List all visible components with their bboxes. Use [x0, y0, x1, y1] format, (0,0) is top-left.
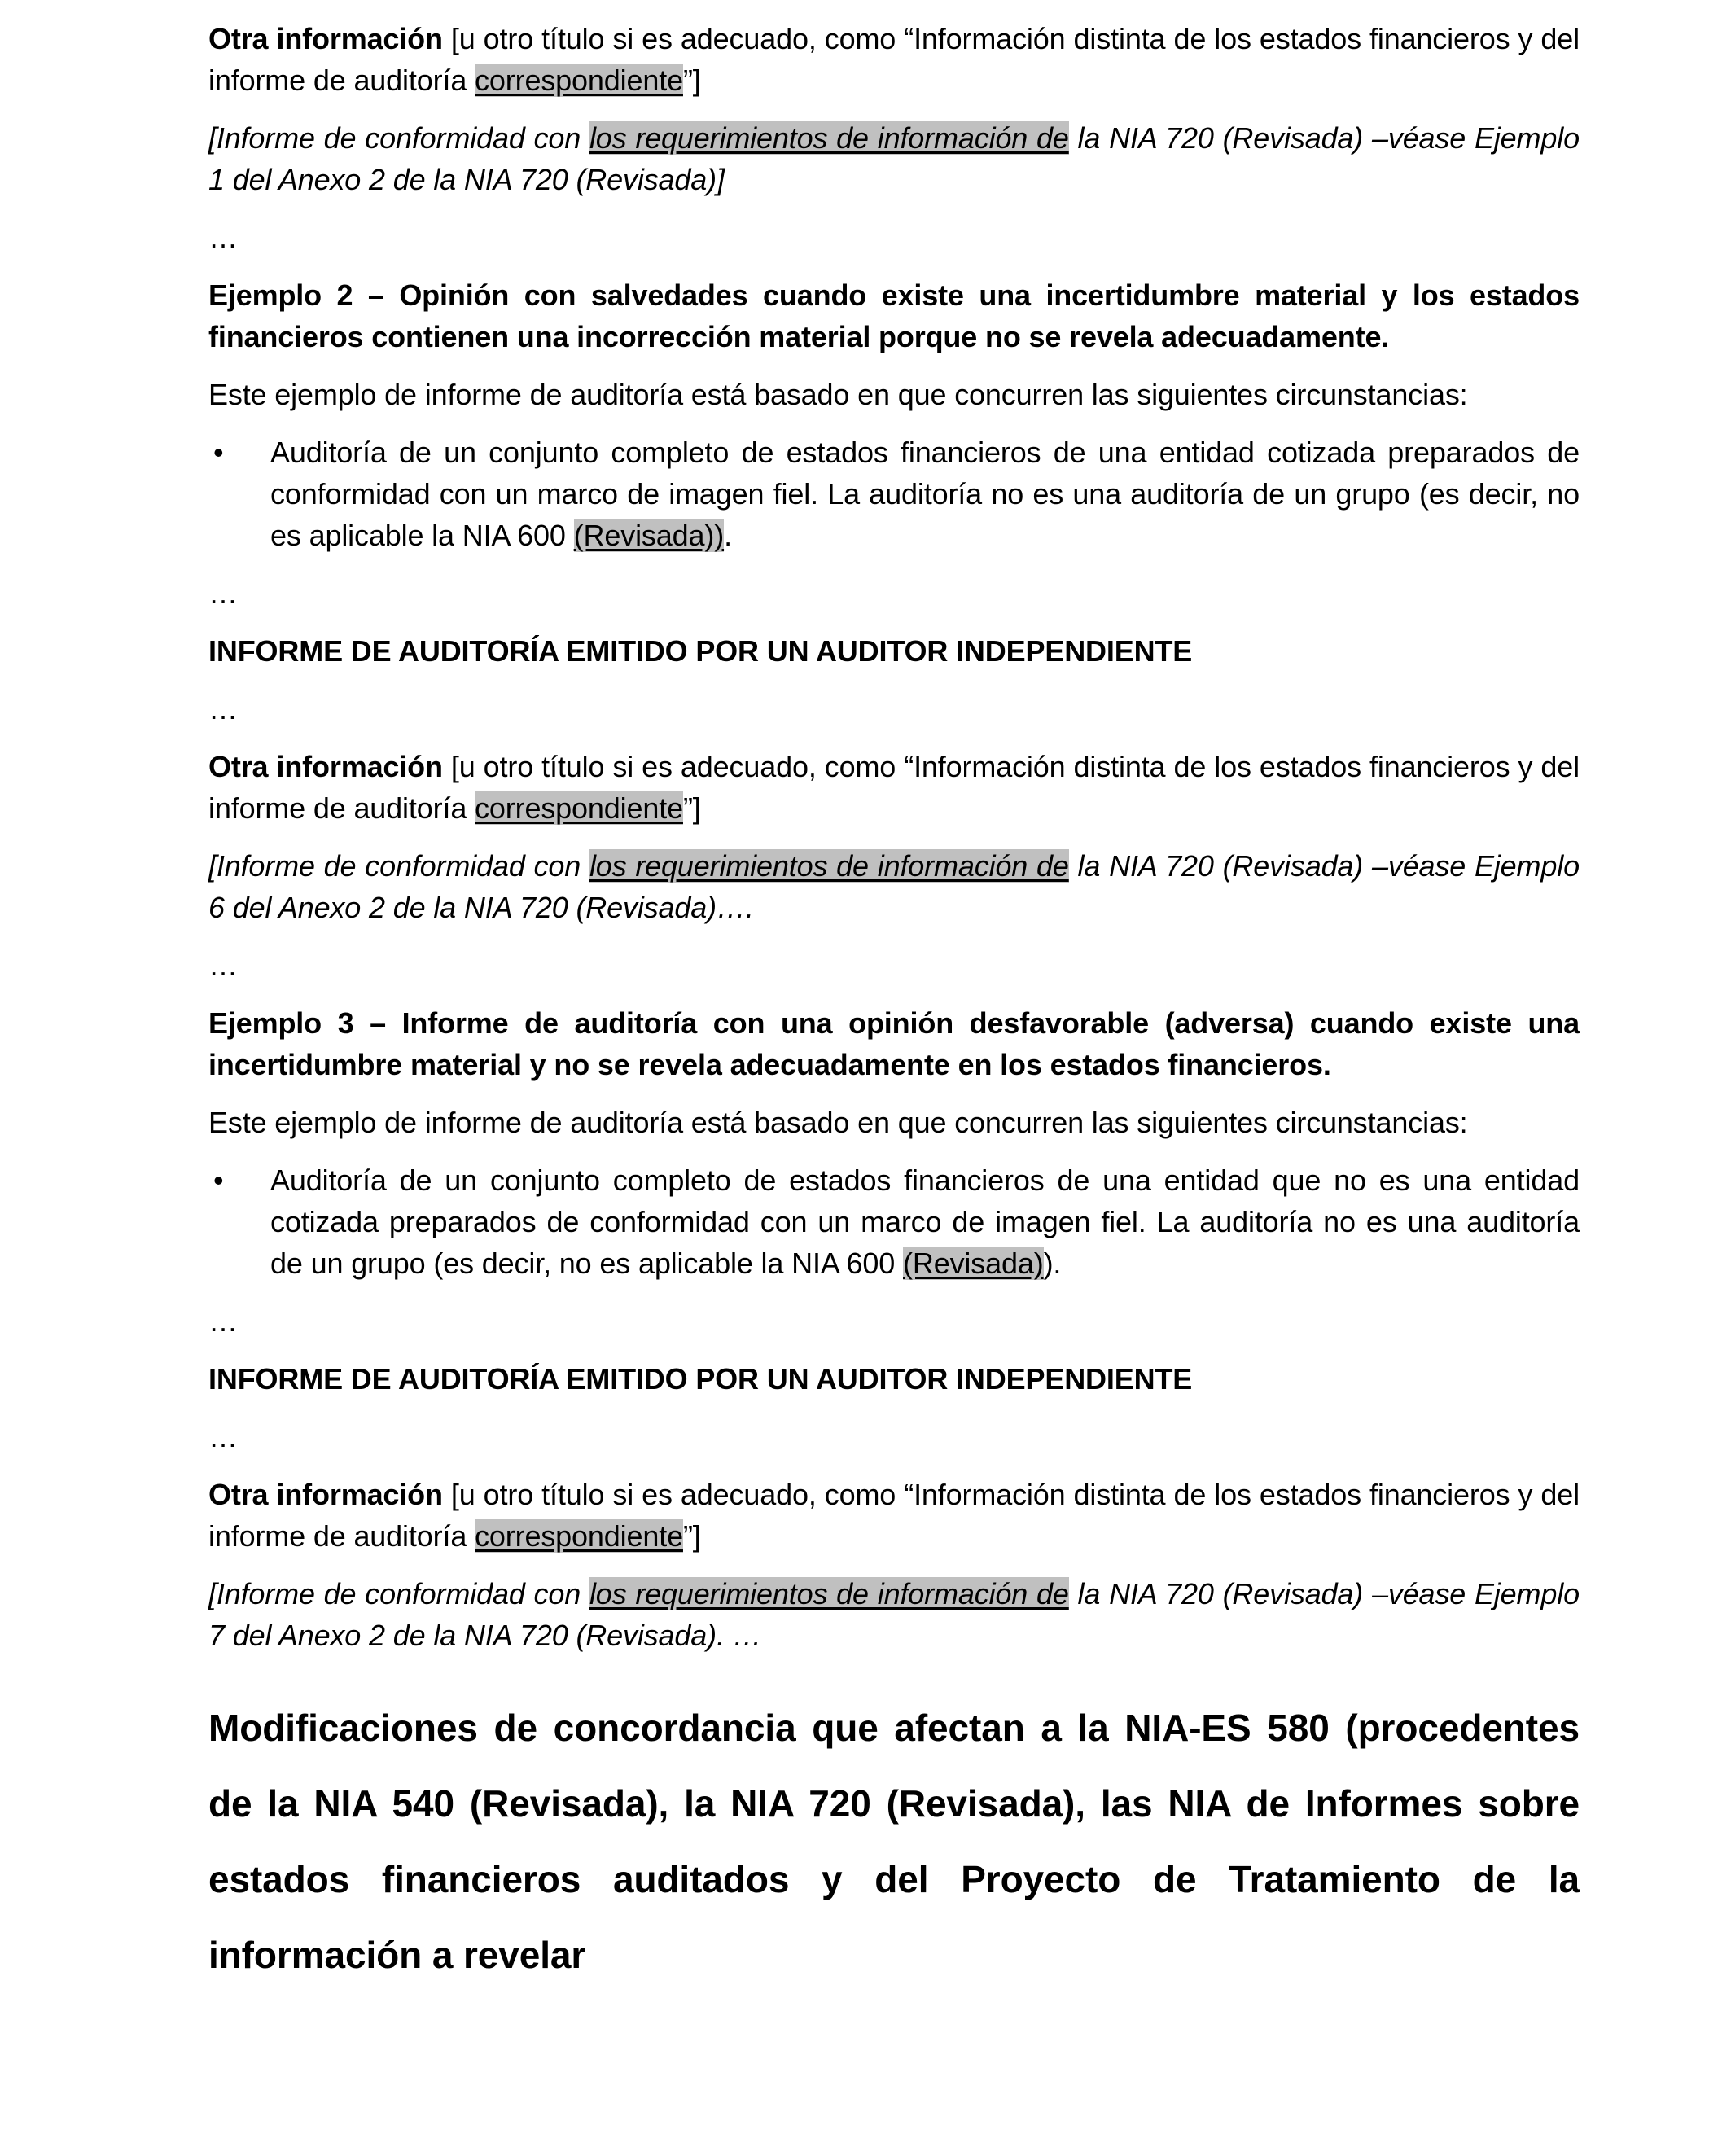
highlighted-text: correspondiente — [475, 1519, 683, 1553]
other-info-label: Otra información — [208, 1478, 443, 1511]
bullet-item-2 — [208, 1159, 1580, 1284]
bullet-item-1 — [208, 432, 1580, 556]
ellipsis: … — [208, 692, 238, 725]
bullet-text-end: . — [724, 519, 732, 552]
ellipsis: … — [208, 221, 238, 254]
other-info-label: Otra información — [208, 22, 443, 55]
highlighted-text: correspondiente — [475, 791, 683, 825]
independent-auditor-report-heading-1: INFORME DE AUDITORÍA EMITIDO POR UN AUDITOR INDEPENDIENTE — [208, 634, 1193, 668]
ellipsis: … — [208, 1304, 238, 1338]
conformity-note-1 — [208, 117, 1580, 200]
highlighted-text: los requerimientos de información de — [589, 1577, 1069, 1610]
conformity-text: [Informe de conformidad con — [208, 121, 589, 155]
conformity-reference: la NIA 720 (Revisada) –véase Ejemplo 7 del Anexo 2 de la NIA 720 (Revisada). … — [208, 1577, 1580, 1652]
other-info-closing: ”] — [682, 791, 701, 825]
other-info-paragraph-2 — [208, 746, 1580, 829]
highlighted-text: (Revisada) — [903, 1247, 1044, 1280]
conformity-text: [Informe de conformidad con — [208, 849, 589, 883]
conformity-reference: la NIA 720 (Revisada) –véase Ejemplo 1 del Anexo 2 de la NIA 720 (Revisada)] — [208, 121, 1580, 196]
ellipsis: … — [208, 949, 238, 982]
highlighted-text: los requerimientos de información de — [589, 121, 1069, 155]
ellipsis: … — [208, 576, 238, 610]
independent-auditor-report-heading-2: INFORME DE AUDITORÍA EMITIDO POR UN AUDITOR INDEPENDIENTE — [208, 1362, 1193, 1396]
example-3-heading: Ejemplo 3 – Informe de auditoría con una opinión desfavorable (adversa) cuando existe una incertidumbre material y no se revela adecuadamente en los estados financieros. — [208, 1006, 1580, 1081]
bullet-icon: • — [213, 1163, 224, 1197]
circumstances-intro-2: Este ejemplo de informe de auditoría está basado en que concurren las siguientes circunstancias: — [208, 1106, 1468, 1139]
ellipsis: … — [208, 1420, 238, 1453]
other-info-text: [u otro título si es adecuado, como “Información distinta de los estados financieros y del informe de auditoría — [208, 1478, 1580, 1553]
other-info-paragraph-1 — [208, 18, 1580, 101]
conformity-text: [Informe de conformidad con — [208, 1577, 589, 1610]
other-info-closing: ”] — [682, 64, 701, 97]
highlighted-text: los requerimientos de información de — [589, 849, 1069, 883]
highlighted-text: correspondiente — [475, 64, 683, 97]
example-2-heading: Ejemplo 2 – Opinión con salvedades cuando existe una incertidumbre material y los estados financieros contienen una incorrección material porque no se revela adecuadamente. — [208, 278, 1580, 353]
bullet-text: Auditoría de un conjunto completo de estados financieros de una entidad que no es una entidad cotizada preparados de conformidad con un marco de imagen fiel. La auditoría no es una auditoría de un grupo (es decir, no es aplicable la NIA 600 — [270, 1163, 1580, 1280]
bullet-icon: • — [213, 436, 224, 469]
other-info-closing: ”] — [682, 1519, 701, 1553]
bullet-text: Auditoría de un conjunto completo de estados financieros de una entidad cotizada preparados de conformidad con un marco de imagen fiel. La auditoría no es una auditoría de un grupo (es decir, no es aplicable la NIA 600 — [270, 436, 1580, 552]
conformity-note-2 — [208, 845, 1580, 928]
other-info-paragraph-3 — [208, 1474, 1580, 1557]
other-info-text: [u otro título si es adecuado, como “Información distinta de los estados financieros y del informe de auditoría — [208, 750, 1580, 825]
other-info-label: Otra información — [208, 750, 443, 783]
conformity-reference: la NIA 720 (Revisada) –véase Ejemplo 6 del Anexo 2 de la NIA 720 (Revisada)…. — [208, 849, 1580, 924]
circumstances-intro-1: Este ejemplo de informe de auditoría está basado en que concurren las siguientes circunstancias: — [208, 378, 1468, 411]
conformity-note-3 — [208, 1573, 1580, 1656]
other-info-text: [u otro título si es adecuado, como “Información distinta de los estados financieros y del informe de auditoría — [208, 22, 1580, 97]
bullet-text-end: ). — [1043, 1247, 1062, 1280]
section-title-amendments-nia-es-580: Modificaciones de concordancia que afectan a la NIA-ES 580 (procedentes de la NIA 540 (Revisada), la NIA 720 (Revisada), las NIA de Informes sobre estados financieros auditados y del Proyecto de Tratamiento de la información a revelar — [208, 1707, 1580, 1976]
highlighted-text: (Revisada)) — [573, 519, 725, 552]
